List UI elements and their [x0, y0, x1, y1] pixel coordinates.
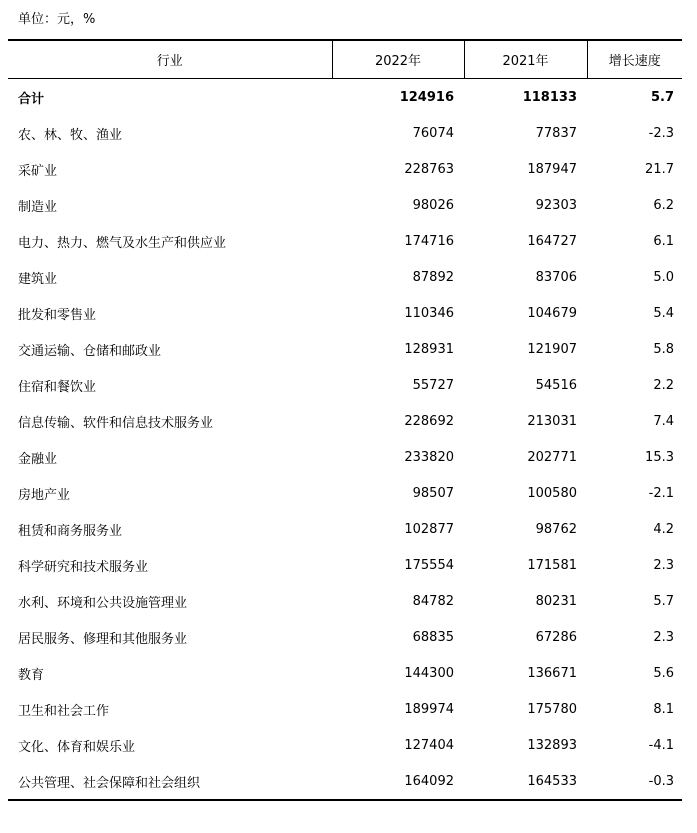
growth-cell: 2.3	[653, 557, 674, 573]
value-2022-cell: 98507	[412, 485, 454, 501]
growth-cell: -2.1	[648, 485, 674, 501]
value-2021-cell: 67286	[535, 629, 577, 645]
table-row	[8, 583, 682, 619]
growth-cell: 5.8	[653, 341, 674, 357]
value-2022-cell: 102877	[404, 521, 454, 537]
value-2021-cell: 118133	[522, 89, 577, 105]
value-2022-cell: 164092	[332, 763, 464, 800]
header-growth: 增长速度	[587, 40, 682, 79]
table-row	[8, 259, 682, 295]
table-row	[8, 655, 682, 691]
value-2021-cell: 164533	[464, 763, 587, 800]
value-2021-cell: 100580	[527, 485, 577, 501]
value-2022-cell: 55727	[412, 377, 454, 393]
growth-cell: 21.7	[645, 161, 674, 177]
table-header-row	[8, 40, 682, 79]
growth-cell: 6.2	[653, 197, 674, 213]
industry-cell: 批发和零售业	[18, 307, 97, 323]
value-2022-cell: 110346	[404, 305, 454, 321]
growth-cell: 6.1	[653, 233, 674, 249]
industry-cell: 制造业	[18, 199, 58, 215]
header-2021: 2021年	[464, 40, 587, 79]
unit-label: 单位：元，%	[18, 12, 96, 27]
value-2021-cell: 83706	[535, 269, 577, 285]
growth-cell: 5.6	[653, 665, 674, 681]
industry-cell: 住宿和餐饮业	[18, 379, 97, 395]
growth-cell: 5.7	[650, 89, 674, 105]
table-row	[8, 403, 682, 439]
value-2021-cell: 164727	[527, 233, 577, 249]
growth-cell: 7.4	[653, 413, 674, 429]
industry-cell: 房地产业	[18, 487, 71, 503]
value-2022-cell: 128931	[404, 341, 454, 357]
value-2022-cell: 127404	[404, 737, 454, 753]
growth-cell: 15.3	[645, 449, 674, 465]
industry-cell: 公共管理、社会保障和社会组织	[8, 763, 332, 800]
industry-cell: 金融业	[18, 451, 58, 467]
industry-cell: 卫生和社会工作	[18, 703, 110, 719]
table-row	[8, 223, 682, 259]
value-2022-cell: 228692	[404, 413, 454, 429]
value-2022-cell: 144300	[404, 665, 454, 681]
industry-cell: 合计	[18, 91, 45, 107]
industry-cell: 居民服务、修理和其他服务业	[18, 631, 188, 647]
growth-cell: 5.0	[653, 269, 674, 285]
industry-cell: 租赁和商务服务业	[18, 523, 123, 539]
value-2022-cell: 98026	[412, 197, 454, 213]
industry-cell: 采矿业	[18, 163, 58, 179]
table-row	[8, 511, 682, 547]
value-2021-cell: 121907	[527, 341, 577, 357]
value-2021-cell: 175780	[527, 701, 577, 717]
header-industry: 行业	[8, 40, 332, 79]
value-2022-cell: 68835	[412, 629, 454, 645]
value-2022-cell: 189974	[404, 701, 454, 717]
value-2022-cell: 233820	[404, 449, 454, 465]
table-row-total	[8, 79, 682, 116]
table-row	[8, 115, 682, 151]
industry-cell: 文化、体育和娱乐业	[18, 739, 136, 755]
header-2022: 2022年	[332, 40, 464, 79]
value-2021-cell: 54516	[535, 377, 577, 393]
table-row	[8, 619, 682, 655]
value-2021-cell: 202771	[527, 449, 577, 465]
table-row	[8, 331, 682, 367]
industry-cell: 交通运输、仓储和邮政业	[18, 343, 162, 359]
table-row	[8, 763, 682, 800]
value-2021-cell: 171581	[527, 557, 577, 573]
table-row	[8, 691, 682, 727]
growth-cell: -4.1	[648, 737, 674, 753]
value-2022-cell: 228763	[404, 161, 454, 177]
growth-cell: -0.3	[587, 763, 682, 800]
value-2022-cell: 87892	[412, 269, 454, 285]
industry-cell: 农、林、牧、渔业	[18, 127, 123, 143]
value-2021-cell: 80231	[535, 593, 577, 609]
value-2021-cell: 132893	[527, 737, 577, 753]
growth-cell: -2.3	[648, 125, 674, 141]
value-2022-cell: 76074	[412, 125, 454, 141]
value-2022-cell: 175554	[404, 557, 454, 573]
industry-cell: 教育	[18, 667, 45, 683]
table-body	[8, 79, 682, 801]
value-2022-cell: 124916	[399, 89, 454, 105]
table-row	[8, 295, 682, 331]
table-row	[8, 475, 682, 511]
value-2021-cell: 98762	[535, 521, 577, 537]
growth-cell: 5.4	[653, 305, 674, 321]
table-row	[8, 367, 682, 403]
industry-cell: 信息传输、软件和信息技术服务业	[18, 415, 214, 431]
table-row	[8, 151, 682, 187]
value-2021-cell: 77837	[535, 125, 577, 141]
growth-cell: 5.7	[653, 593, 674, 609]
growth-cell: 2.3	[653, 629, 674, 645]
industry-cell: 水利、环境和公共设施管理业	[18, 595, 188, 611]
table-row	[8, 547, 682, 583]
table-row	[8, 727, 682, 763]
industry-cell: 电力、热力、燃气及水生产和供应业	[18, 235, 227, 251]
growth-cell: 8.1	[653, 701, 674, 717]
wage-table	[8, 39, 682, 801]
value-2021-cell: 92303	[535, 197, 577, 213]
value-2021-cell: 104679	[527, 305, 577, 321]
table-row	[8, 439, 682, 475]
growth-cell: 4.2	[653, 521, 674, 537]
value-2021-cell: 213031	[527, 413, 577, 429]
industry-cell: 科学研究和技术服务业	[18, 559, 149, 575]
industry-cell: 建筑业	[18, 271, 58, 287]
value-2021-cell: 187947	[527, 161, 577, 177]
value-2021-cell: 136671	[527, 665, 577, 681]
growth-cell: 2.2	[653, 377, 674, 393]
value-2022-cell: 84782	[412, 593, 454, 609]
table-row	[8, 187, 682, 223]
value-2022-cell: 174716	[404, 233, 454, 249]
